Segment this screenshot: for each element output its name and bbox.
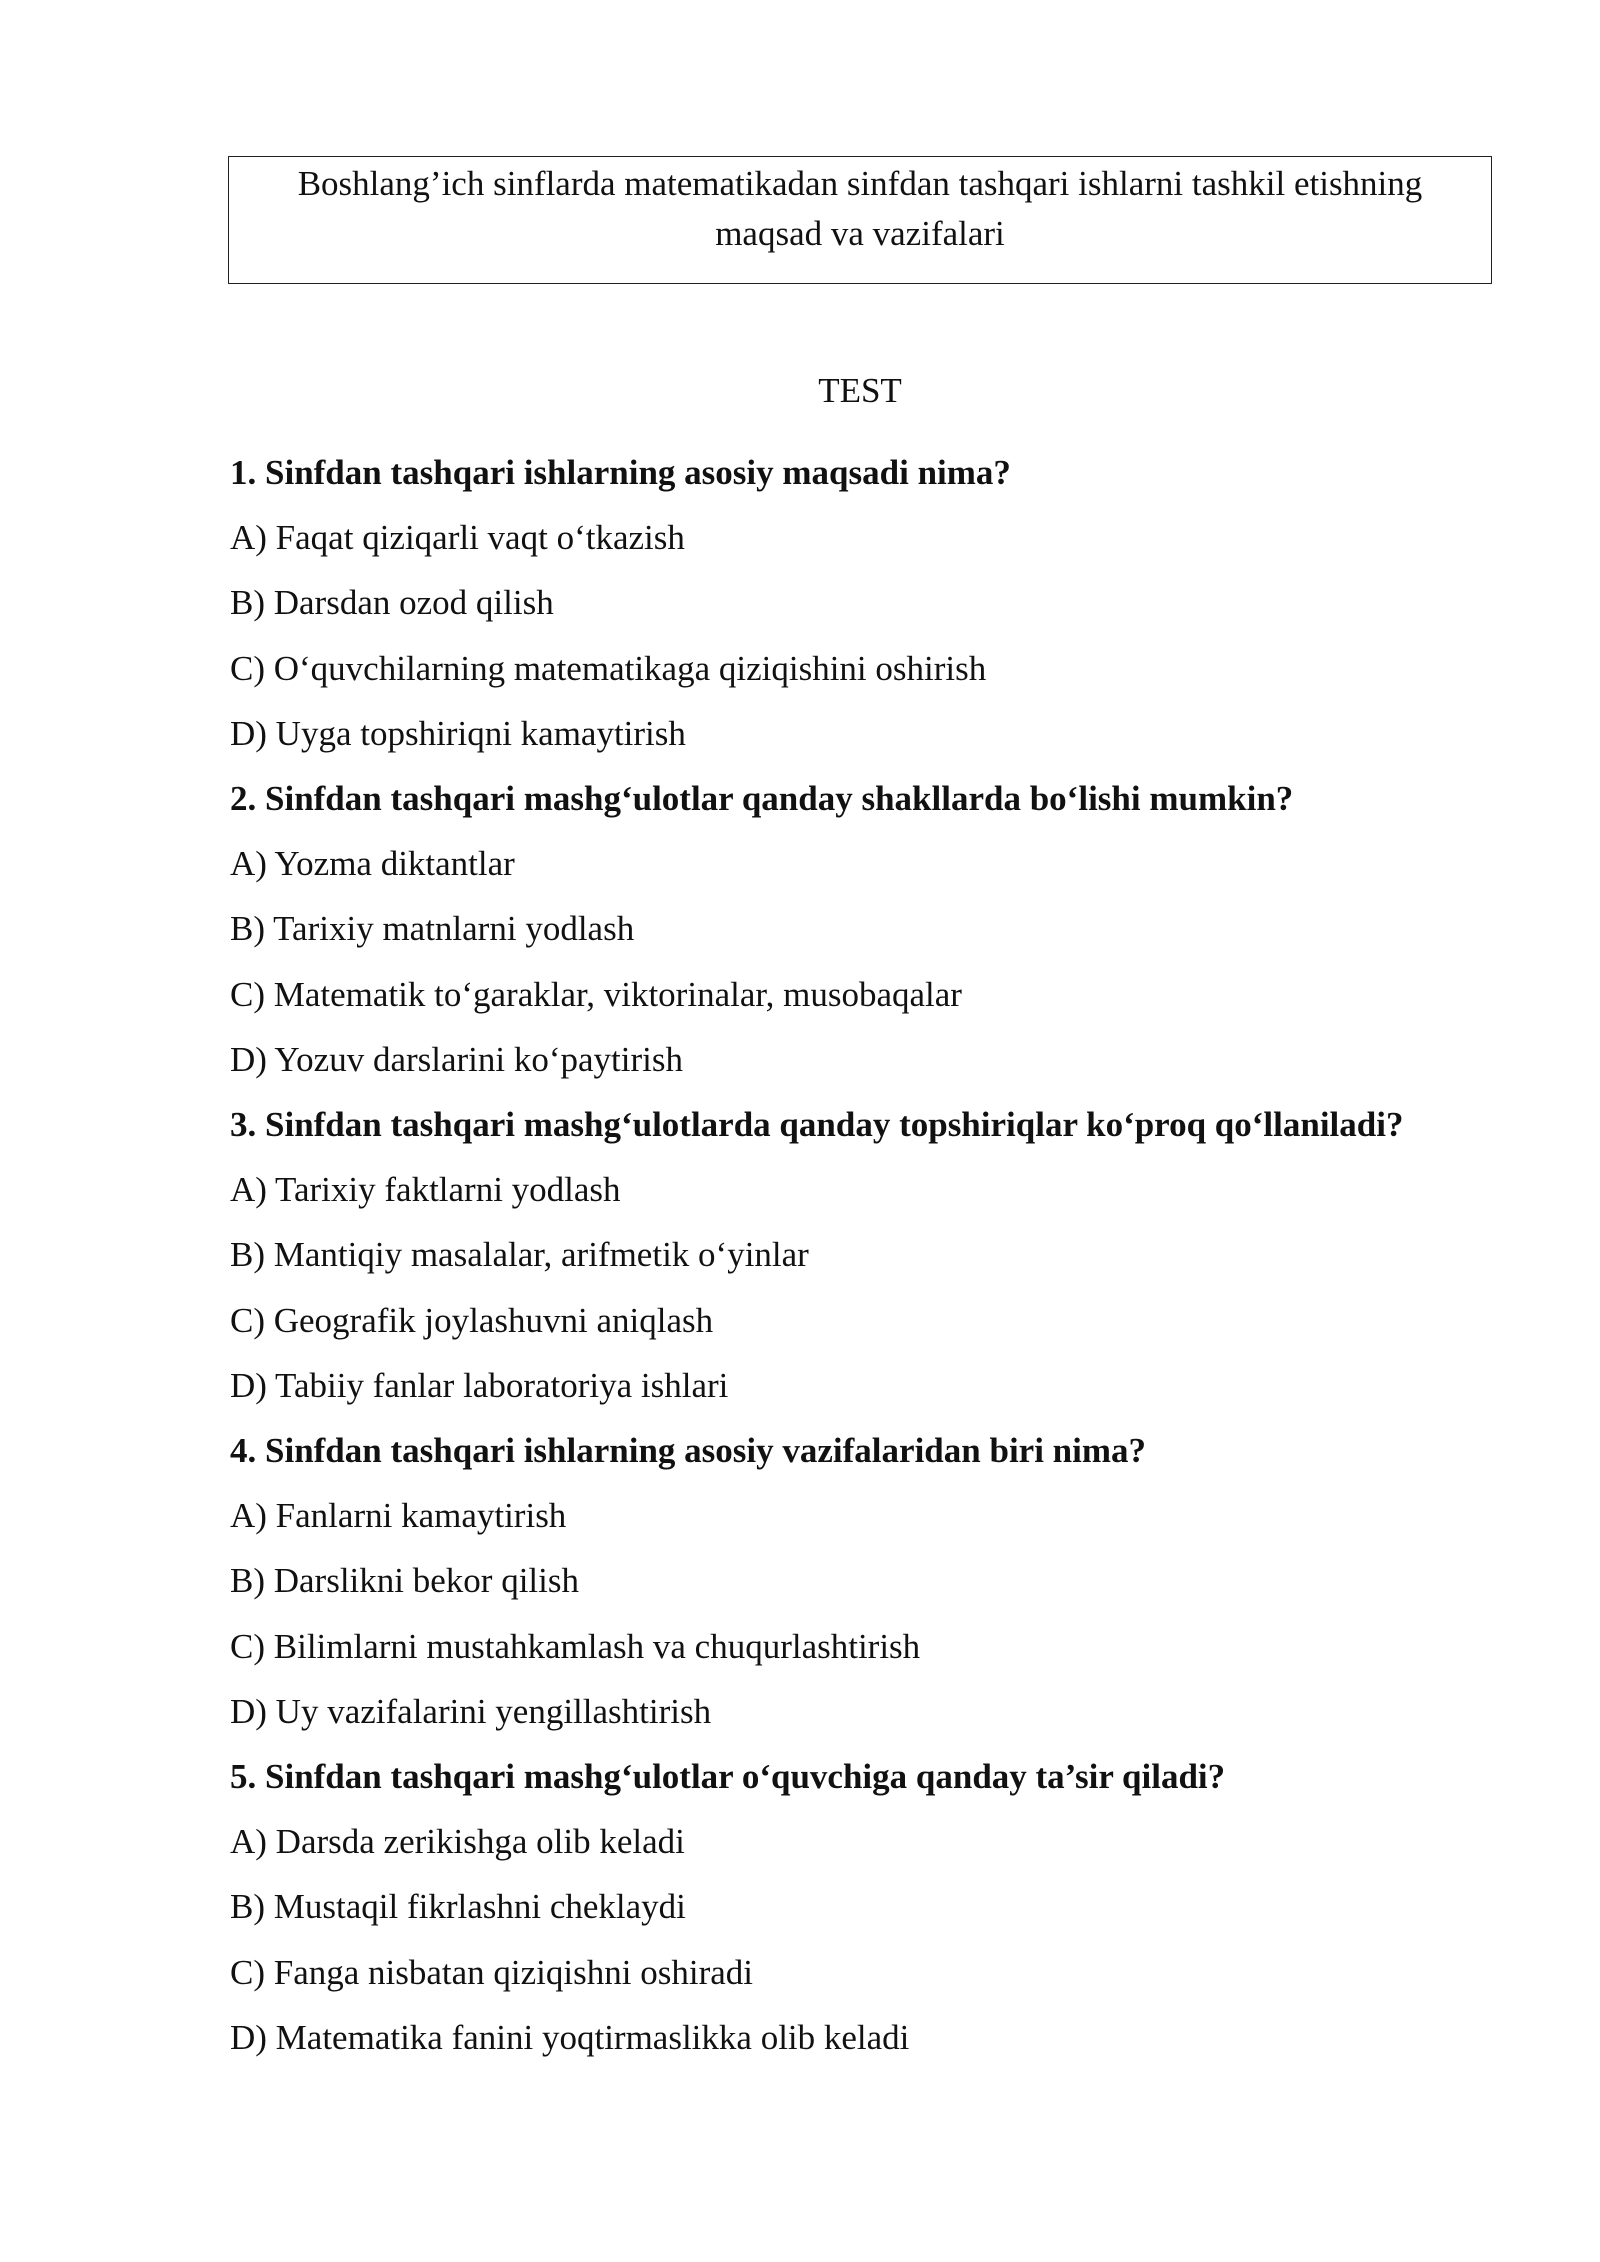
question-text: 5. Sinfdan tashqari mashg‘ulotlar o‘quvchiga qanday ta’sir qiladi? bbox=[230, 1757, 1226, 1797]
option-b: B) Tarixiy matnlarni yodlash bbox=[230, 909, 635, 949]
option-c: C) Fanga nisbatan qiziqishni oshiradi bbox=[230, 1952, 753, 1992]
question-text: 1. Sinfdan tashqari ishlarning asosiy maqsadi nima? bbox=[230, 453, 1011, 492]
option-b: B) Darslikni bekor qilish bbox=[230, 1561, 579, 1601]
option-d: D) Tabiiy fanlar laboratoriya ishlari bbox=[230, 1365, 729, 1405]
option-a: A) Fanlarni kamaytirish bbox=[230, 1496, 567, 1536]
question-5 bbox=[230, 1744, 1410, 2070]
question-1 bbox=[230, 440, 1410, 766]
question-text: 3. Sinfdan tashqari mashg‘ulotlarda qanday topshiriqlar ko‘proq qo‘llaniladi? bbox=[230, 1105, 1404, 1145]
document-title-line-2: maqsad va vazifalari bbox=[715, 214, 1005, 253]
option-c: C) Bilimlarni mustahkamlash va chuqurlashtirish bbox=[230, 1626, 921, 1666]
option-d: D) Yozuv darslarini ko‘paytirish bbox=[230, 1039, 684, 1079]
document-title-line-1: Boshlang’ich sinflarda matematikadan sinfdan tashqari ishlarni tashkil etishning bbox=[297, 164, 1423, 203]
question-4 bbox=[230, 1418, 1410, 1744]
option-a: A) Yozma diktantlar bbox=[230, 844, 515, 884]
question-text: 4. Sinfdan tashqari ishlarning asosiy vazifalaridan biri nima? bbox=[230, 1431, 1147, 1471]
title-box bbox=[228, 156, 1492, 284]
question-text: 2. Sinfdan tashqari mashg‘ulotlar qanday shakllarda bo‘lishi mumkin? bbox=[230, 779, 1294, 819]
option-a: A) Faqat qiziqarli vaqt o‘tkazish bbox=[230, 518, 685, 558]
option-c: C) Matematik to‘garaklar, viktorinalar, musobaqalar bbox=[230, 974, 962, 1014]
option-d: D) Uy vazifalarini yengillashtirish bbox=[230, 1691, 712, 1731]
option-c: C) Geografik joylashuvni aniqlash bbox=[230, 1300, 714, 1340]
question-3 bbox=[230, 1092, 1410, 1418]
question-2 bbox=[230, 766, 1410, 1092]
option-b: B) Mustaqil fikrlashni cheklaydi bbox=[230, 1887, 686, 1927]
option-d: D) Uyga topshiriqni kamaytirish bbox=[230, 713, 686, 753]
question-list bbox=[230, 440, 1410, 2070]
option-d: D) Matematika fanini yoqtirmaslikka olib keladi bbox=[230, 2017, 910, 2057]
option-a: A) Tarixiy faktlarni yodlash bbox=[230, 1170, 621, 1210]
test-heading: TEST bbox=[818, 371, 902, 410]
option-b: B) Mantiqiy masalalar, arifmetik o‘yinlar bbox=[230, 1235, 809, 1275]
option-b: B) Darsdan ozod qilish bbox=[230, 583, 554, 623]
option-a: A) Darsda zerikishga olib keladi bbox=[230, 1822, 685, 1862]
option-c: C) O‘quvchilarning matematikaga qiziqishini oshirish bbox=[230, 648, 987, 688]
